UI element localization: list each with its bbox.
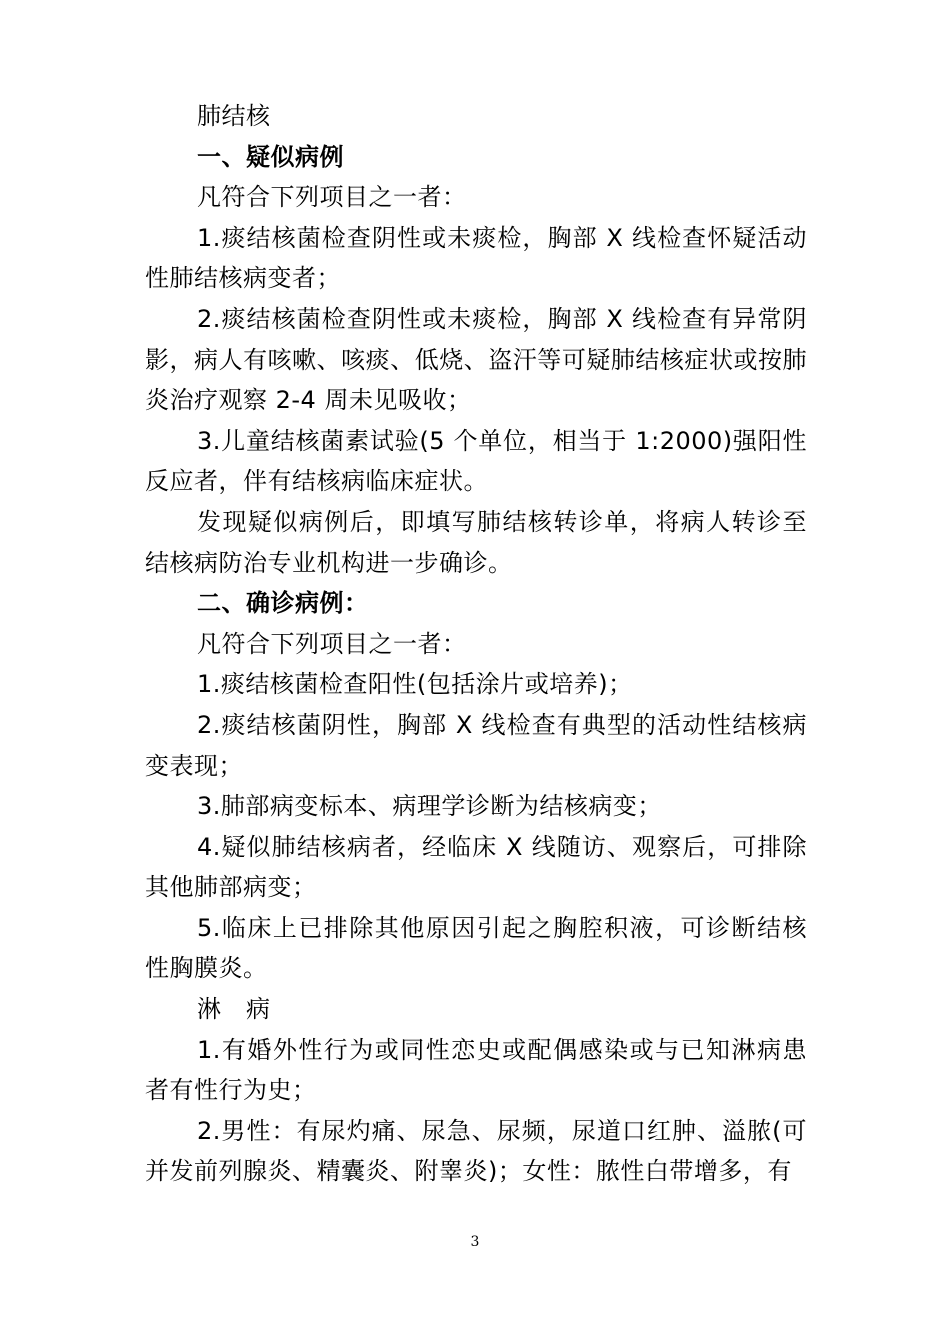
heading-suspected-cases: 一、疑似病例 (197, 142, 344, 171)
paragraph: 凡符合下列项目之一者： (197, 629, 467, 658)
list-item: 5.临床上已排除其他原因引起之胸腔积液，可诊断结核性胸膜炎。 (145, 913, 807, 983)
list-item: 1.痰结核菌检查阴性或未痰检，胸部 X 线检查怀疑活动性肺结核病变者； (145, 223, 807, 293)
section-title-gonorrhea: 淋 病 (197, 995, 271, 1024)
heading-confirmed-cases: 二、确诊病例： (197, 589, 369, 618)
document-body (145, 96, 807, 1192)
paragraph: 发现疑似病例后，即填写肺结核转诊单，将病人转诊至结核病防治专业机构进一步确诊。 (145, 507, 807, 577)
list-item: 2.痰结核菌检查阴性或未痰检，胸部 X 线检查有异常阴影，病人有咳嗽、咳痰、低烧、盗汗等可疑肺结核症状或按肺炎治疗观察 2-4 周未见吸收； (145, 304, 807, 415)
list-item: 2.男性：有尿灼痛、尿急、尿频，尿道口红肿、溢脓(可并发前列腺炎、精囊炎、附睾炎)；女性：脓性白带增多，有 (145, 1116, 807, 1186)
list-item: 1.有婚外性行为或同性恋史或配偶感染或与已知淋病患者有性行为史； (145, 1035, 807, 1105)
list-item: 1.痰结核菌检查阳性(包括涂片或培养)； (197, 670, 633, 699)
page-number: 3 (470, 1234, 480, 1250)
paragraph: 凡符合下列项目之一者： (197, 183, 467, 212)
section-title-tuberculosis: 肺结核 (197, 102, 271, 130)
list-item: 3.儿童结核菌素试验(5 个单位，相当于 1:2000)强阳性反应者，伴有结核病临床症状。 (145, 426, 807, 496)
list-item: 2.痰结核菌阴性，胸部 X 线检查有典型的活动性结核病变表现； (145, 710, 807, 780)
list-item: 3.肺部病变标本、病理学诊断为结核病变； (197, 792, 662, 821)
list-item: 4.疑似肺结核病者，经临床 X 线随访、观察后，可排除其他肺部病变； (145, 832, 807, 902)
